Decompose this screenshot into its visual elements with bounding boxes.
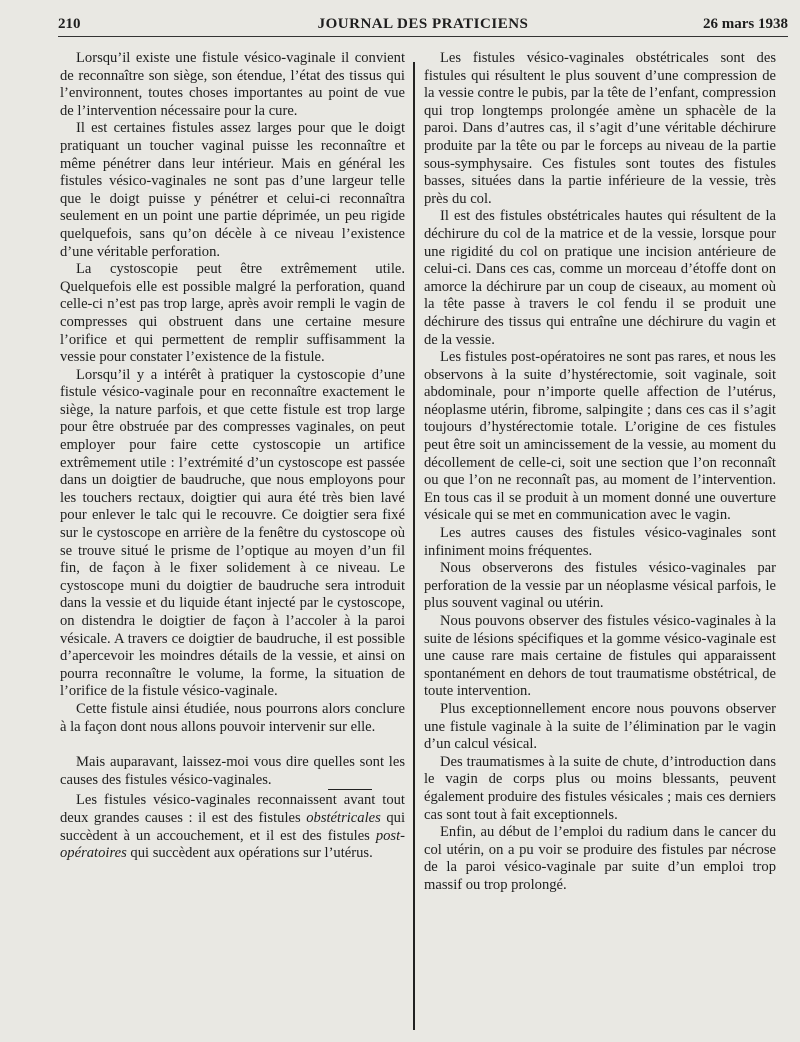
paragraph-gap (60, 736, 405, 754)
text-run: Les fistules vésico-vaginales reconnaissent avant tout deux grandes causes : il est des fistules (60, 792, 405, 826)
paragraph: Il est certaines fistules assez larges pour que le doigt pratiquant un toucher vaginal puisse les reconnaître et même pénétrer dans leur intérieur. Mais en général les fistules vésico-vaginales ne sont pas d’une largeur telle que le doigt puisse y pénétrer et celui-ci reconnaîtra seulement en un point une partie déprimée, un peu rigide quelquefois, sans qu’on décèle à ce niveau l’existence d’une véritable perforation. (60, 120, 405, 260)
paragraph (60, 792, 405, 862)
italic-term: obstétricales (306, 809, 381, 826)
right-column (424, 50, 776, 895)
issue-date: 26 mars 1938 (703, 16, 788, 32)
paragraph: Les fistules vésico-vaginales obstétricales sont des fistules qui résultent le plus souvent d’une compression de la vessie contre le pubis, par la tête de l’enfant, compression qui trop longtemps prolongée amène un sphacèle de la paroi. Dans d’autres cas, il s’agit d’une véritable déchirure produite par la tête ou par le forceps au niveau de la partie sous-symphysaire. Ces fistules sont toutes des fistules basses, situées dans la partie inférieure de la vessie, très près du col. (424, 50, 776, 207)
paragraph: Des traumatismes à la suite de chute, d’introduction dans le vagin de corps plus ou moins blessants, peuvent également produire des fistules vésicales ; mais ces derniers cas sont tout à fait exceptionnels. (424, 753, 776, 823)
running-header (58, 16, 788, 38)
column-divider (413, 62, 415, 1030)
header-rule (58, 36, 788, 37)
paragraph: Cette fistule ainsi étudiée, nous pourrons alors conclure à la façon dont nous allons pouvoir intervenir sur elle. (60, 700, 405, 735)
journal-title: JOURNAL DES PRATICIENS (317, 16, 529, 32)
paragraph: Nous observerons des fistules vésico-vaginales par perforation de la vessie par un néoplasme vésical parfois, le plus souvent vaginal ou utérin. (424, 560, 776, 612)
paragraph: Mais auparavant, laissez-moi vous dire quelles sont les causes des fistules vésico-vaginales. (60, 754, 405, 788)
text-run: qui succèdent à un accouchement, et il est des fistules (60, 809, 406, 844)
paragraph: Enfin, au début de l’emploi du radium dans le cancer du col utérin, on a pu voir se produire des fistules par nécrose de la paroi vésico-vaginale par suite d’un emploi trop massif ou trop prolongé. (424, 824, 776, 893)
paragraph: Plus exceptionnellement encore nous pouvons observer une fistule vaginale à la suite de l’élimination par le vagin d’un calcul vésical. (424, 700, 776, 753)
left-column (60, 50, 405, 863)
paragraph: La cystoscopie peut être extrêmement utile. Quelquefois elle est possible malgré la perforation, quand celle-ci n’est pas trop large, après avoir rempli le vagin de compresses qui obstruent dans une certaine mesure l’orifice et qui permettent de remplir suffisamment la vessie pour constater l’existence de la fistule. (60, 261, 405, 366)
paragraph: Les fistules post-opératoires ne sont pas rares, et nous les observons à la suite d’hystérectomie, soit vaginale, soit abdominale, pour n’importe quelle affection de l’utérus, néoplasme utérin, fibrome, salpingite ; dans ces cas il s’agit toujours d’hystérectomie totale. L’origine de ces fistules peut être soit un amincissement de la vessie, au moment du décollement de celle-ci, soit une section que l’on reconnaît ou que l’on ne reconnaît pas, au moment de l’intervention. En tous cas il se produit à un moment donné une ouverture vésicale qui se met en communication avec le vagin. (424, 349, 776, 524)
paragraph: Lorsqu’il y a intérêt à pratiquer la cystoscopie d’une fistule vésico-vaginale pour en reconnaître exactement le siège, la nature parfois, et que cette fistule est trop large pour être obstruée par des compresses vaginales, on peut employer pour faire cette cystoscopie un artifice extrêmement utile : l’extrémité d’un cystoscope est passée dans un doigtier de baudruche, que nous employons pour les touchers rectaux, doigtier qui aura été très bien lavé pour enlever le talc qui le recouvre. Ce doigtier sera fixé sur le cystoscope en arrière de la fenêtre du cystoscope où se trouve situé le prisme de l’optique au moyen d’un fil fin, de façon à le fixer solidement à ce niveau. Le cystoscope muni du doigtier de baudruche sera introduit dans la vessie et du liquide étant injecté par le cystoscope, on distendra le doigtier de façon à l’accoler à la paroi vésicale. A travers ce doigtier de baudruche, il est possible d’apercevoir les moindres détails de la vessie, et ainsi on pourra reconnaître le volume, la forme, la situation de l’orifice de la fistule vésico-vaginale. (60, 366, 405, 700)
paragraph: Nous pouvons observer des fistules vésico-vaginales à la suite de lésions spécifiques et la gomme vésico-vaginale est une cause rare mais certaine de fistules qui apparaissent spontanément en dehors de tout traumatisme obstétrical, de toute intervention. (424, 613, 776, 700)
paragraph: Les autres causes des fistules vésico-vaginales sont infiniment moins fréquentes. (424, 525, 776, 559)
paragraph: Il est des fistules obstétricales hautes qui résultent de la déchirure du col de la matrice et de la vessie, lorsque pour une rigidité du col on pratique une incision antérieure de celui-ci. Dans ces cas, comme un morceau d’étoffe dont on amorce la déchirure par un coup de ciseaux, au moment où la tête passe à travers le col fendu il se produit une déchirure des tissus qui entraîne une déchirure du vagin et de la vessie. (424, 208, 776, 348)
page-number: 210 (58, 16, 81, 32)
italic-term: post-opératoires (60, 827, 405, 862)
paragraph: Lorsqu’il existe une fistule vésico-vaginale il convient de reconnaître son siège, son étendue, l’état des tissus qui l’environnent, toutes choses importantes au point de vue de l’intervention nécessaire pour la cure. (60, 50, 405, 119)
text-run: qui succèdent aux opérations sur l’utérus. (126, 845, 373, 862)
short-rule (328, 789, 372, 790)
